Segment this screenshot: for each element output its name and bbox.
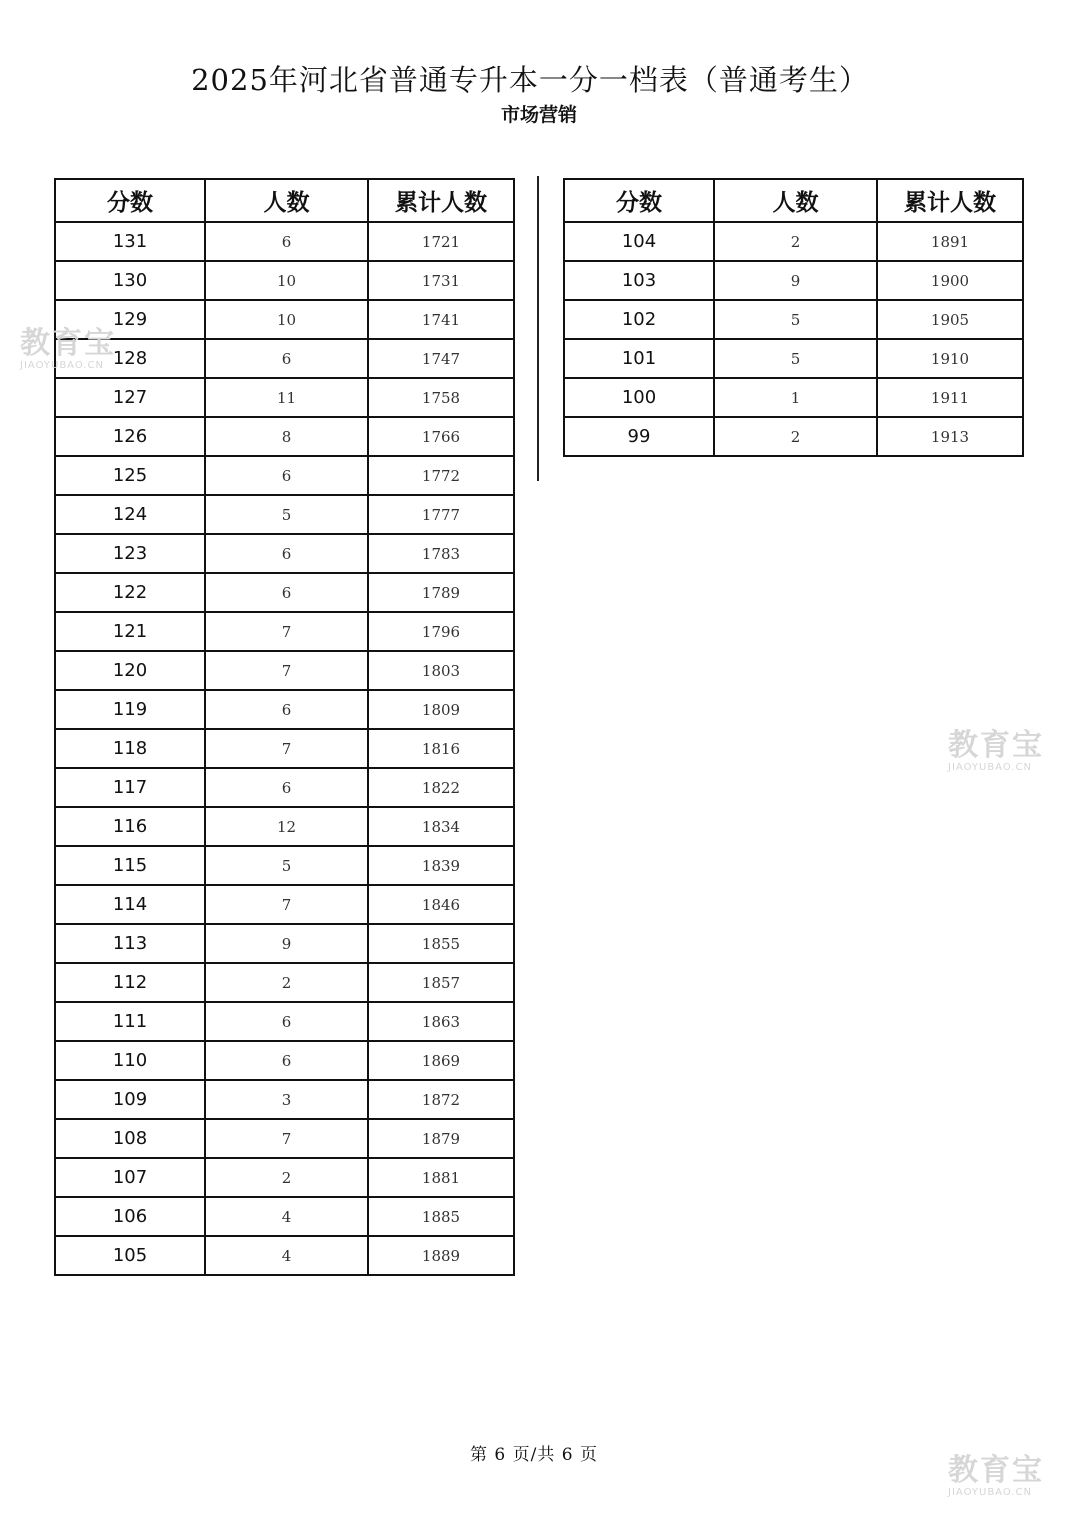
- cell-score: 104: [564, 222, 714, 261]
- cell-score: 107: [55, 1158, 205, 1197]
- watermark-logo: [948, 730, 1044, 774]
- cell-count: 2: [714, 222, 877, 261]
- cell-score: 130: [55, 261, 205, 300]
- table-header-row: [55, 179, 514, 222]
- table-row: [55, 339, 514, 378]
- table-row: [564, 339, 1023, 378]
- cell-count: 7: [205, 612, 368, 651]
- cell-cumulative: 1879: [368, 1119, 514, 1158]
- cell-score: 128: [55, 339, 205, 378]
- cell-cumulative: 1905: [877, 300, 1023, 339]
- table-row: [55, 261, 514, 300]
- cell-score: 112: [55, 963, 205, 1002]
- cell-cumulative: 1863: [368, 1002, 514, 1041]
- column-divider: [537, 176, 539, 481]
- table-row: [55, 495, 514, 534]
- cell-score: 103: [564, 261, 714, 300]
- cell-cumulative: 1721: [368, 222, 514, 261]
- cell-count: 2: [205, 963, 368, 1002]
- cell-count: 5: [714, 339, 877, 378]
- table-row: [55, 1041, 514, 1080]
- table-row: [55, 1158, 514, 1197]
- cell-cumulative: 1758: [368, 378, 514, 417]
- cell-cumulative: 1889: [368, 1236, 514, 1275]
- cell-count: 6: [205, 573, 368, 612]
- cell-count: 2: [205, 1158, 368, 1197]
- cell-count: 6: [205, 1002, 368, 1041]
- cell-count: 6: [205, 339, 368, 378]
- cell-score: 129: [55, 300, 205, 339]
- table-row: [55, 573, 514, 612]
- cell-cumulative: 1855: [368, 924, 514, 963]
- cell-count: 2: [714, 417, 877, 456]
- table-row: [55, 1002, 514, 1041]
- table-row: [55, 1119, 514, 1158]
- cell-cumulative: 1913: [877, 417, 1023, 456]
- cell-score: 111: [55, 1002, 205, 1041]
- page-title: 2025年河北省普通专升本一分一档表（普通考生）: [191, 63, 869, 97]
- cell-score: 118: [55, 729, 205, 768]
- page-footer: 第 6 页/共 6 页: [470, 1445, 598, 1465]
- cell-cumulative: 1731: [368, 261, 514, 300]
- cell-count: 6: [205, 456, 368, 495]
- cell-cumulative: 1766: [368, 417, 514, 456]
- cell-score: 108: [55, 1119, 205, 1158]
- table-row: [55, 963, 514, 1002]
- table-row: [55, 1236, 514, 1275]
- header-cumulative: 累计人数: [368, 179, 514, 222]
- cell-count: 6: [205, 768, 368, 807]
- cell-cumulative: 1834: [368, 807, 514, 846]
- watermark-sub: JIAOYUBAO.CN: [948, 1487, 1032, 1498]
- cell-score: 117: [55, 768, 205, 807]
- cell-count: 6: [205, 222, 368, 261]
- cell-cumulative: 1900: [877, 261, 1023, 300]
- table-row: [55, 378, 514, 417]
- watermark-sub: JIAOYUBAO.CN: [948, 762, 1032, 773]
- table-row: [564, 417, 1023, 456]
- cell-score: 126: [55, 417, 205, 456]
- cell-score: 110: [55, 1041, 205, 1080]
- cell-score: 99: [564, 417, 714, 456]
- cell-count: 8: [205, 417, 368, 456]
- table-row: [55, 846, 514, 885]
- score-table-left: [54, 178, 515, 1276]
- cell-cumulative: 1772: [368, 456, 514, 495]
- cell-cumulative: 1803: [368, 651, 514, 690]
- watermark-main: 教育宝: [948, 1453, 1044, 1488]
- watermark-sub: JIAOYUBAO.CN: [20, 360, 104, 371]
- cell-cumulative: 1783: [368, 534, 514, 573]
- cell-count: 10: [205, 300, 368, 339]
- cell-cumulative: 1857: [368, 963, 514, 1002]
- table-row: [55, 690, 514, 729]
- cell-count: 7: [205, 729, 368, 768]
- cell-score: 116: [55, 807, 205, 846]
- watermark-main: 教育宝: [20, 326, 116, 361]
- cell-score: 131: [55, 222, 205, 261]
- cell-cumulative: 1885: [368, 1197, 514, 1236]
- cell-cumulative: 1881: [368, 1158, 514, 1197]
- cell-count: 10: [205, 261, 368, 300]
- table-row: [564, 378, 1023, 417]
- cell-count: 6: [205, 690, 368, 729]
- watermark-main: 教育宝: [948, 728, 1044, 763]
- cell-cumulative: 1747: [368, 339, 514, 378]
- cell-cumulative: 1796: [368, 612, 514, 651]
- table-row: [564, 222, 1023, 261]
- header-score: 分数: [55, 179, 205, 222]
- cell-score: 102: [564, 300, 714, 339]
- cell-cumulative: 1910: [877, 339, 1023, 378]
- cell-score: 119: [55, 690, 205, 729]
- cell-score: 122: [55, 573, 205, 612]
- cell-count: 7: [205, 651, 368, 690]
- cell-count: 6: [205, 534, 368, 573]
- cell-score: 121: [55, 612, 205, 651]
- cell-score: 120: [55, 651, 205, 690]
- cell-score: 115: [55, 846, 205, 885]
- cell-count: 5: [205, 846, 368, 885]
- cell-count: 9: [205, 924, 368, 963]
- cell-count: 1: [714, 378, 877, 417]
- table-row: [55, 417, 514, 456]
- cell-count: 5: [714, 300, 877, 339]
- cell-count: 11: [205, 378, 368, 417]
- cell-cumulative: 1816: [368, 729, 514, 768]
- cell-score: 105: [55, 1236, 205, 1275]
- watermark-logo: [20, 328, 116, 372]
- cell-count: 4: [205, 1197, 368, 1236]
- cell-score: 101: [564, 339, 714, 378]
- cell-cumulative: 1846: [368, 885, 514, 924]
- cell-count: 7: [205, 1119, 368, 1158]
- table-row: [55, 1197, 514, 1236]
- table-row: [55, 924, 514, 963]
- table-row: [55, 456, 514, 495]
- cell-count: 12: [205, 807, 368, 846]
- header-cumulative: 累计人数: [877, 179, 1023, 222]
- cell-count: 9: [714, 261, 877, 300]
- table-row: [55, 1080, 514, 1119]
- cell-cumulative: 1777: [368, 495, 514, 534]
- cell-count: 4: [205, 1236, 368, 1275]
- cell-count: 3: [205, 1080, 368, 1119]
- cell-cumulative: 1822: [368, 768, 514, 807]
- cell-cumulative: 1872: [368, 1080, 514, 1119]
- table-row: [564, 261, 1023, 300]
- cell-cumulative: 1891: [877, 222, 1023, 261]
- table-row: [55, 534, 514, 573]
- cell-score: 109: [55, 1080, 205, 1119]
- table-row: [55, 807, 514, 846]
- table-row: [55, 729, 514, 768]
- cell-score: 123: [55, 534, 205, 573]
- cell-cumulative: 1789: [368, 573, 514, 612]
- cell-score: 100: [564, 378, 714, 417]
- header-count: 人数: [714, 179, 877, 222]
- table-row: [55, 300, 514, 339]
- cell-count: 7: [205, 885, 368, 924]
- cell-cumulative: 1741: [368, 300, 514, 339]
- cell-cumulative: 1839: [368, 846, 514, 885]
- page-subtitle: 市场营销: [500, 104, 577, 126]
- cell-score: 127: [55, 378, 205, 417]
- cell-count: 5: [205, 495, 368, 534]
- cell-cumulative: 1809: [368, 690, 514, 729]
- cell-score: 114: [55, 885, 205, 924]
- table-row: [55, 222, 514, 261]
- watermark-logo: [948, 1455, 1044, 1499]
- table-row: [55, 768, 514, 807]
- header-count: 人数: [205, 179, 368, 222]
- header-score: 分数: [564, 179, 714, 222]
- table-row: [55, 885, 514, 924]
- table-row: [55, 651, 514, 690]
- cell-score: 125: [55, 456, 205, 495]
- cell-score: 106: [55, 1197, 205, 1236]
- table-row: [564, 300, 1023, 339]
- table-row: [55, 612, 514, 651]
- cell-count: 6: [205, 1041, 368, 1080]
- table-header-row: [564, 179, 1023, 222]
- score-table-right: [563, 178, 1024, 457]
- cell-score: 124: [55, 495, 205, 534]
- cell-score: 113: [55, 924, 205, 963]
- cell-cumulative: 1869: [368, 1041, 514, 1080]
- cell-cumulative: 1911: [877, 378, 1023, 417]
